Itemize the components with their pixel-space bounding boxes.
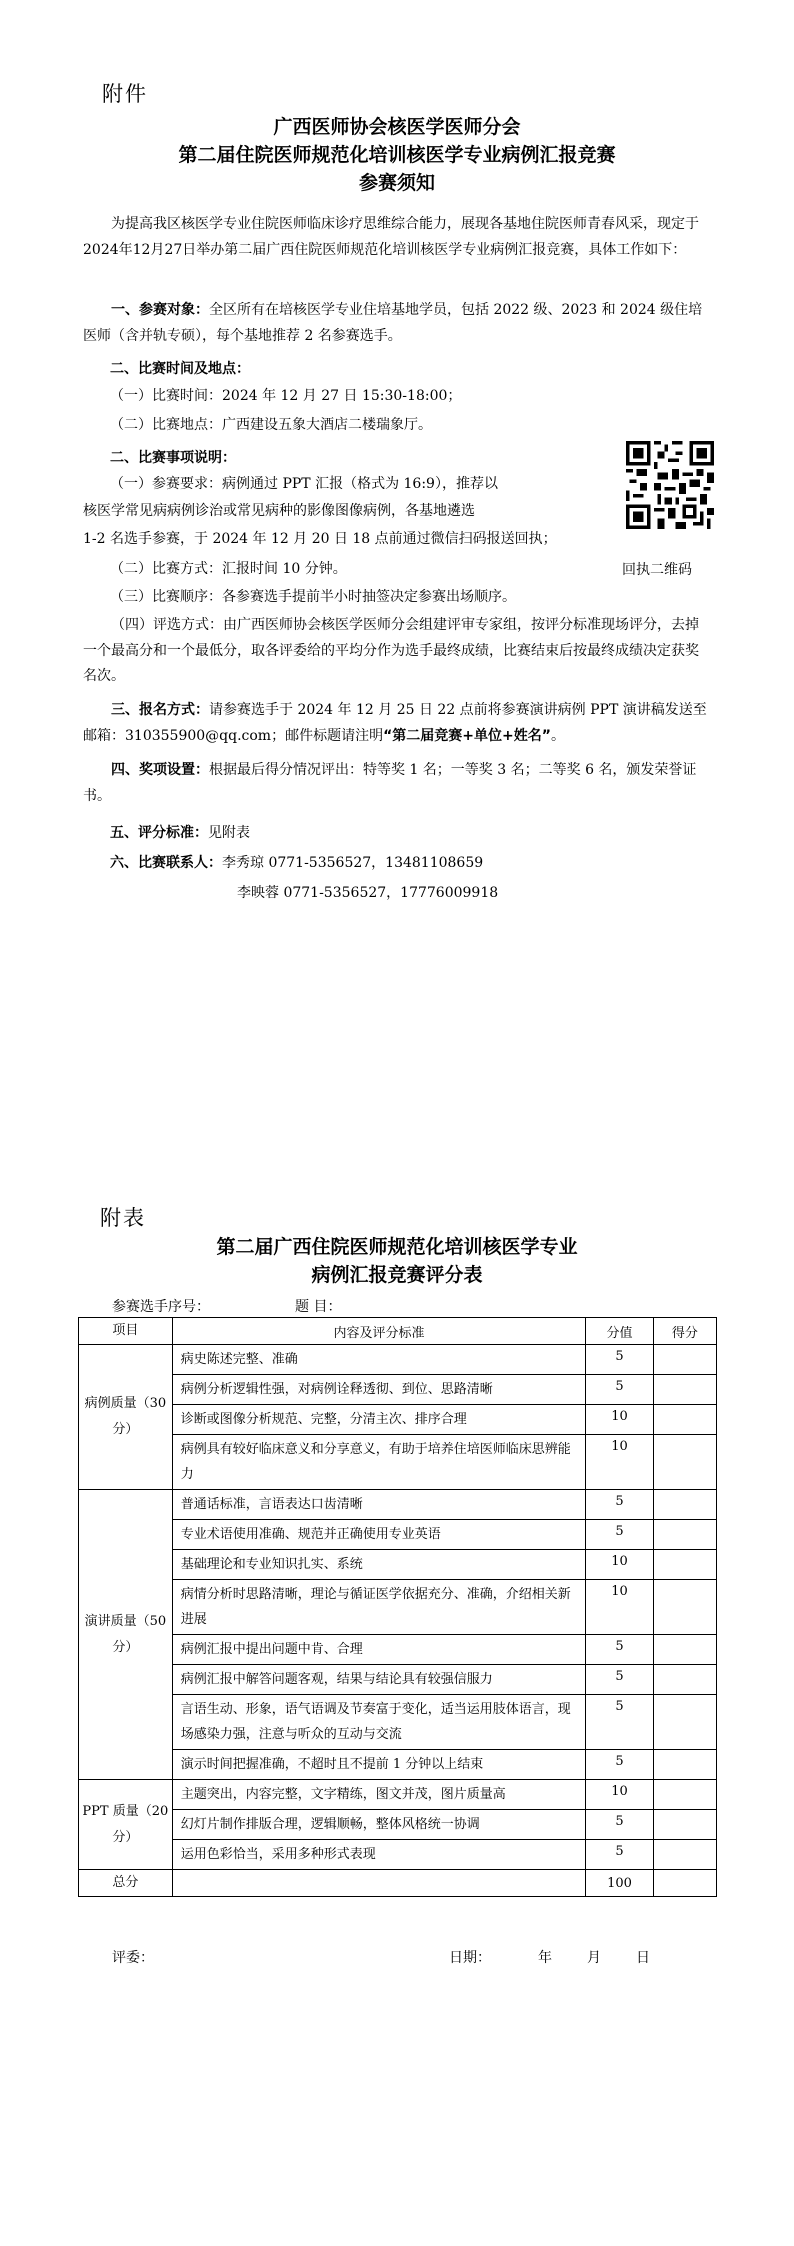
table-header-row [79,1318,717,1345]
total-label: 总分 [79,1870,173,1897]
points: 5 [586,1490,653,1520]
date-day: 日 [636,1950,650,1966]
header-project: 项目 [79,1318,173,1345]
criterion: 运用色彩恰当，采用多种形式表现 [172,1840,586,1870]
criterion: 基础理论和专业知识扎实、系统 [172,1550,586,1580]
table-row [79,1520,717,1550]
points: 10 [586,1550,653,1580]
table-row [79,1580,717,1635]
points: 5 [586,1635,653,1665]
header-criteria: 内容及评分标准 [172,1318,586,1345]
points: 5 [586,1810,653,1840]
score-cell[interactable] [653,1580,716,1635]
points: 5 [586,1665,653,1695]
criterion: 主题突出，内容完整，文字精练，图文并茂，图片质量高 [172,1780,586,1810]
table-row [79,1695,717,1750]
score-cell[interactable] [653,1665,716,1695]
criterion: 言语生动、形象，语气语调及节奏富于变化，适当运用肢体语言，现场感染力强，注意与听众的互动与交流 [172,1695,586,1750]
rules-requirement-3: 1-2 名选手参赛，于 2024 年 12 月 20 日 18 点前通过微信扫码报送回执； [83,531,557,547]
criterion: 演示时间把握准确，不超时且不提前 1 分钟以上结束 [172,1750,586,1780]
points: 5 [586,1840,653,1870]
score-cell[interactable] [653,1490,716,1520]
points: 10 [586,1780,653,1810]
section-head: 三、报名方式： [111,702,209,718]
criterion: 专业术语使用准确、规范并正确使用专业英语 [172,1520,586,1550]
date-label: 日期： [449,1950,491,1966]
date-month: 月 [587,1950,601,1966]
section-participants [83,298,711,349]
table-row [79,1345,717,1375]
section-head: 四、奖项设置： [111,762,209,778]
group-speech-quality: 演讲质量（50 分） [79,1490,173,1780]
section-time-place-head: 二、比赛时间及地点： [110,361,250,377]
score-cell[interactable] [653,1840,716,1870]
appendix-label: 附表 [100,1206,146,1230]
score-cell[interactable] [653,1695,716,1750]
rules-format: （二）比赛方式：汇报时间 10 分钟。 [110,561,347,577]
attachment-label: 附件 [102,82,148,106]
header-score: 得分 [653,1318,716,1345]
points: 5 [586,1750,653,1780]
date-year: 年 [538,1950,552,1966]
table-row [79,1635,717,1665]
table-row [79,1490,717,1520]
rules-requirement-1: （一）参赛要求：病例通过 PPT 汇报（格式为 16:9），推荐以 [110,476,498,492]
competition-time: （一）比赛时间：2024 年 12 月 27 日 15:30-18:00； [110,388,462,404]
section-text: 根据最后得分情况评出：特等奖 1 名；一等奖 3 名；二等奖 6 名，颁发荣誉证书。 [83,762,697,804]
criterion: 普通话标准，言语表达口齿清晰 [172,1490,586,1520]
table-row [79,1840,717,1870]
rules-requirement-2: 核医学常见病病例诊治或常见病种的影像图像病例，各基地遴选 [83,503,475,519]
score-cell[interactable] [653,1435,716,1490]
table-row [79,1435,717,1490]
header-points: 分值 [586,1318,653,1345]
group-ppt-quality: PPT 质量（20 分） [79,1780,173,1870]
total-points: 100 [586,1870,653,1897]
total-row [79,1870,717,1897]
notice-title-event: 第二届住院医师规范化培训核医学专业病例汇报竞赛 [178,144,616,166]
competition-place: （二）比赛地点：广西建设五象大酒店二楼瑞象厅。 [110,417,432,433]
receipt-qr-code[interactable] [626,441,714,529]
total-blank [172,1870,586,1897]
appendix-title-1: 第二届广西住院医师规范化培训核医学专业 [216,1236,578,1258]
criterion: 病例具有较好临床意义和分享意义，有助于培养住培医师临床思辨能力 [172,1435,586,1490]
criterion: 病例分析逻辑性强，对病例诠释透彻、到位、思路清晰 [172,1375,586,1405]
qr-caption: 回执二维码 [622,562,692,578]
table-row [79,1665,717,1695]
appendix-title-2: 病例汇报竞赛评分表 [311,1264,483,1286]
email-subject-format: “第二届竞赛+单位+姓名” [383,727,551,744]
points: 10 [586,1580,653,1635]
score-cell[interactable] [653,1550,716,1580]
points: 5 [586,1520,653,1550]
score-cell[interactable] [653,1345,716,1375]
contestant-number-label: 参赛选手序号： [112,1299,210,1315]
table-row [79,1550,717,1580]
points: 5 [586,1345,653,1375]
notice-title-doc: 参赛须知 [358,172,435,194]
group-case-quality: 病例质量（30 分） [79,1345,173,1490]
score-cell[interactable] [653,1750,716,1780]
table-row [79,1810,717,1840]
section-contacts [110,852,483,872]
section-head: 一、参赛对象： [111,302,209,318]
section-rules-head: 二、比赛事项说明： [110,450,236,466]
rules-judging: （四）评选方式：由广西医师协会核医学医师分会组建评审专家组，按评分标准现场评分，去掉一个最高分和一个最低分，取各评委给的平均分作为选手最终成绩，比赛结束后按最终成绩决定获奖名次。 [83,617,699,684]
score-cell[interactable] [653,1780,716,1810]
table-row [79,1780,717,1810]
table-row [79,1405,717,1435]
section-text: 请参赛选手于 2024 年 12 月 25 日 22 点前将参赛演讲病例 PPT 演讲稿发送至邮箱：310355900@qq.com；邮件标题请注明 [83,702,707,744]
table-row [79,1375,717,1405]
total-score-cell[interactable] [653,1870,716,1897]
topic-label: 题 目： [295,1299,342,1315]
criterion: 诊断或图像分析规范、完整，分清主次、排序合理 [172,1405,586,1435]
section-registration [83,698,711,749]
intro-paragraph: 为提高我区核医学专业住院医师临床诊疗思维综合能力，展现各基地住院医师青春风采，现定于2024年12月27日举办第二届广西住院医师规范化培训核医学专业病例汇报竞赛，具体工作如下： [83,216,699,258]
section-head: 六、比赛联系人： [110,855,222,871]
score-cell[interactable] [653,1375,716,1405]
section-text: 见附表 [208,825,250,841]
points: 5 [586,1375,653,1405]
score-cell[interactable] [653,1810,716,1840]
notice-title-org: 广西医师协会核医学医师分会 [273,116,521,138]
score-cell[interactable] [653,1520,716,1550]
criterion: 病情分析时思路清晰，理论与循证医学依据充分、准确，介绍相关新进展 [172,1580,586,1635]
judge-signature-label: 评委： [112,1950,154,1966]
score-cell[interactable] [653,1405,716,1435]
score-table [78,1317,717,1897]
section-text: 全区所有在培核医学专业住培基地学员，包括 2022 级、2023 和 2024 级住培医师（含并轨专硕），每个基地推荐 2 名参赛选手。 [83,302,703,344]
points: 5 [586,1695,653,1750]
points: 10 [586,1405,653,1435]
contact-1: 李秀琼 0771-5356527，13481108659 [222,855,484,871]
contact-2: 李映蓉 0771-5356527，17776009918 [237,885,499,901]
section-head: 五、评分标准： [110,825,208,841]
points: 10 [586,1435,653,1490]
section-awards [83,758,711,809]
section-text-end: 。 [550,727,565,744]
criterion: 病史陈述完整、准确 [172,1345,586,1375]
criterion: 病例汇报中解答问题客观，结果与结论具有较强信服力 [172,1665,586,1695]
score-cell[interactable] [653,1635,716,1665]
rules-order: （三）比赛顺序：各参赛选手提前半小时抽签决定参赛出场顺序。 [110,589,516,605]
table-row [79,1750,717,1780]
section-scoring [110,822,250,842]
criterion: 幻灯片制作排版合理，逻辑顺畅，整体风格统一协调 [172,1810,586,1840]
criterion: 病例汇报中提出问题中肯、合理 [172,1635,586,1665]
